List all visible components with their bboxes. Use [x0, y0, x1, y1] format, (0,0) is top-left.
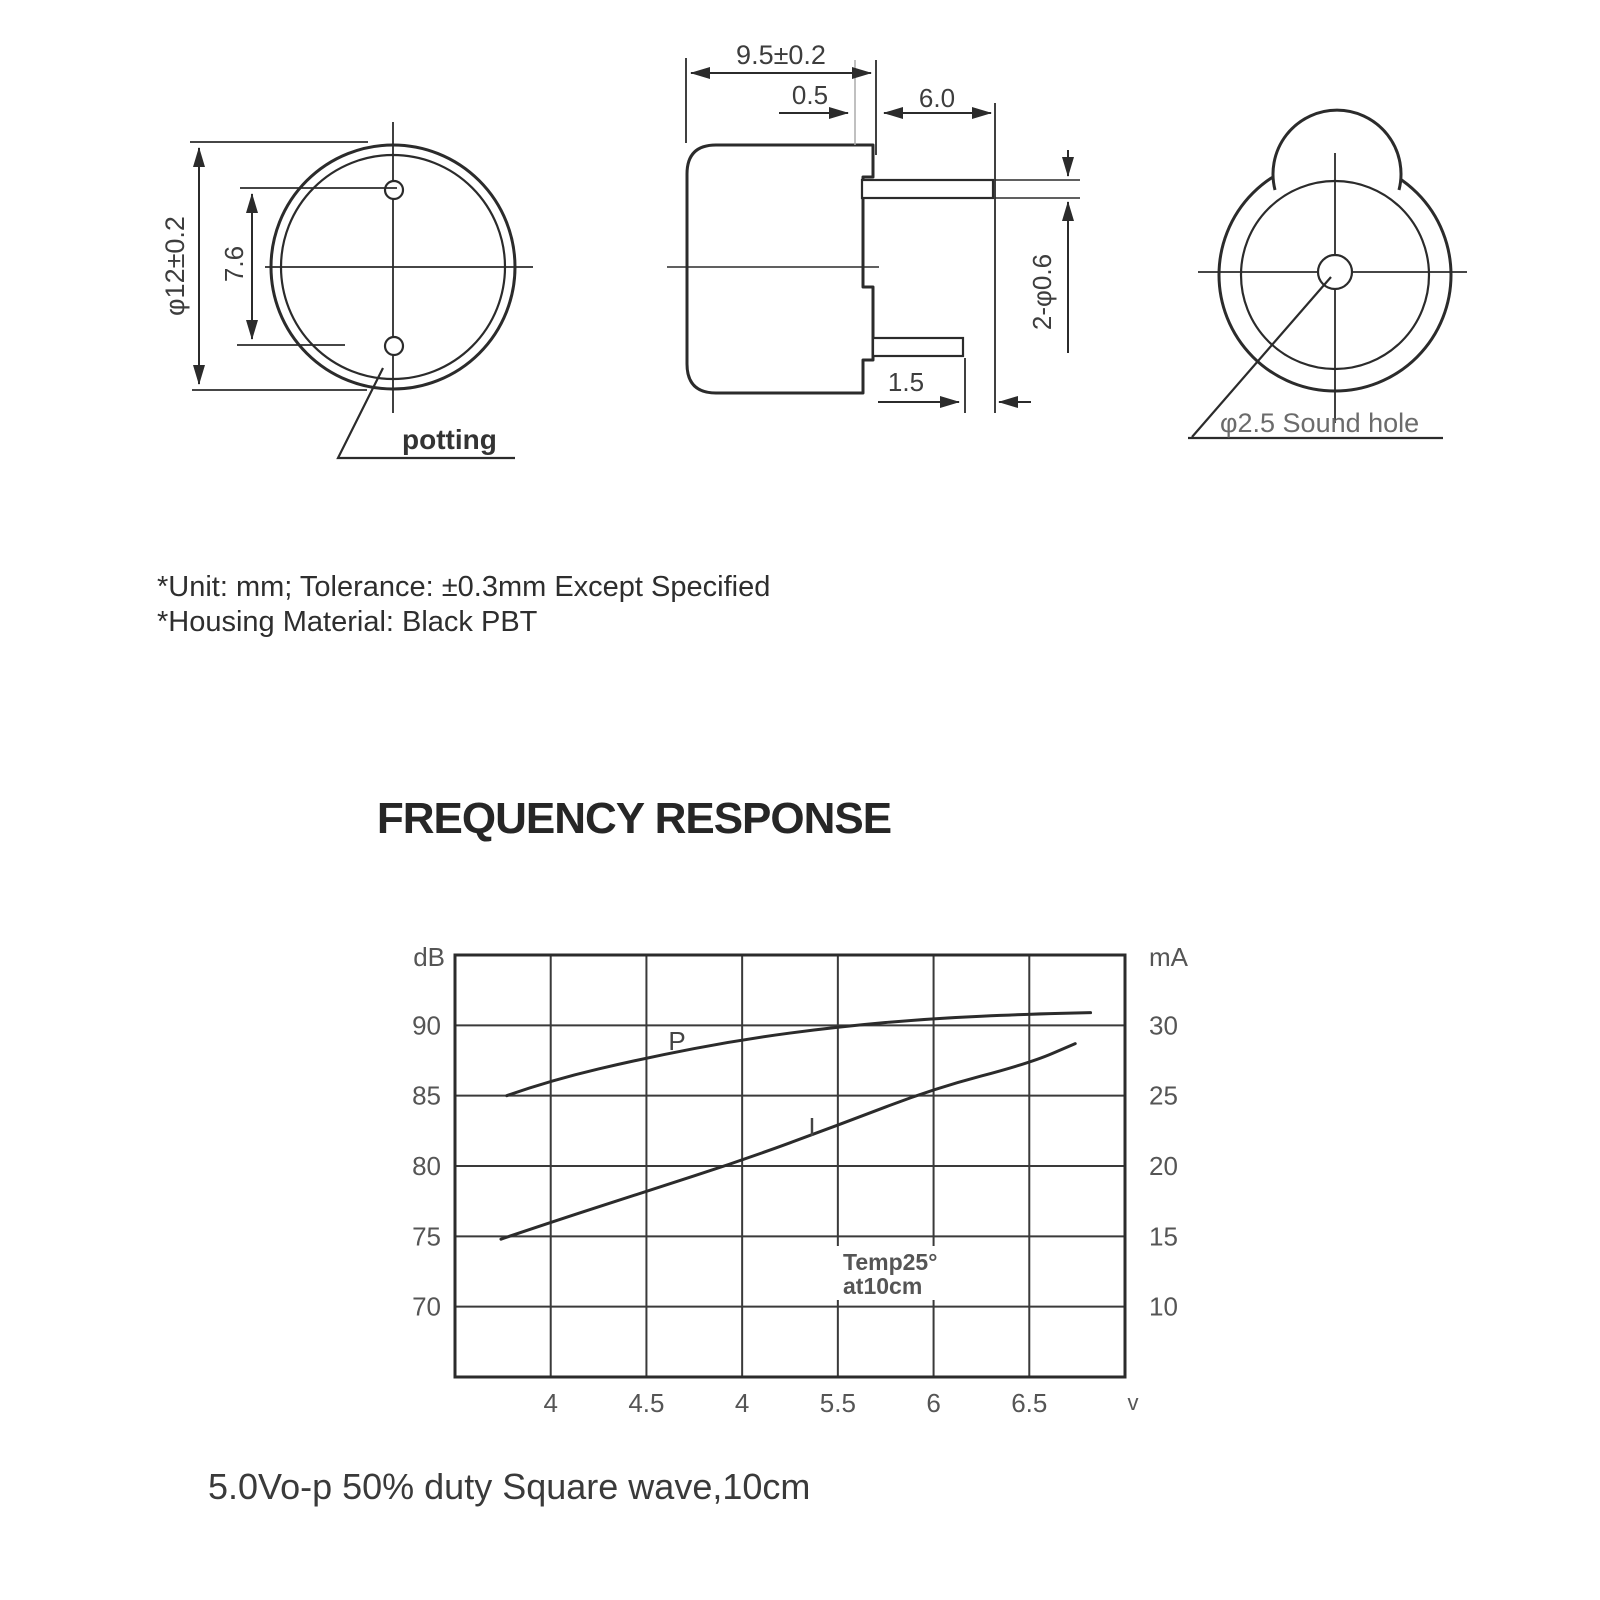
left-axis-tick-label: 70: [412, 1291, 441, 1322]
dim-body-width: 9.5±0.2: [736, 40, 826, 70]
right-axis-tick-label: 15: [1149, 1221, 1178, 1252]
footer-test-condition: 5.0Vo-p 50% duty Square wave,10cm: [208, 1466, 811, 1507]
dim-pin-spacing: 7.6: [219, 245, 249, 283]
chart-plot-area: [412, 955, 1178, 1418]
side-pin-bottom: [873, 338, 963, 356]
right-axis-tick-label: 30: [1149, 1010, 1178, 1041]
side-body-outline: [687, 145, 873, 393]
side-pin-top: [862, 180, 993, 198]
annotation-distance: at10cm: [843, 1273, 923, 1299]
side-extension-lines: [686, 58, 1080, 413]
note-housing-material: *Housing Material: Black PBT: [157, 606, 538, 638]
note-unit-tolerance: *Unit: mm; Tolerance: ±0.3mm Except Specified: [157, 571, 771, 603]
sound-hole-label: φ2.5 Sound hole: [1220, 408, 1420, 438]
sound-hole-circle: [1318, 255, 1352, 289]
side-view-drawing: [667, 58, 1080, 413]
annotation-temp: Temp25°: [843, 1249, 938, 1275]
dim-pin-length: 6.0: [918, 83, 956, 113]
front-centerlines: [265, 122, 533, 413]
dim-outer-diameter: φ12±0.2: [160, 216, 190, 316]
left-axis-tick-label: 90: [412, 1010, 441, 1041]
x-axis-tick-label: 4: [543, 1388, 558, 1418]
dim-pin-tip-offset: 1.5: [887, 367, 925, 397]
left-axis-tick-label: 80: [412, 1151, 441, 1181]
x-axis-unit-label: v: [1127, 1390, 1139, 1415]
back-view-drawing: [1188, 110, 1467, 438]
front-pin-hole-top: [385, 181, 403, 199]
series-label-i: I: [808, 1112, 816, 1142]
dim-pin-diameter: 2-φ0.6: [1027, 253, 1057, 331]
x-axis-tick-label: 4.5: [628, 1388, 665, 1418]
front-pin-hole-bottom: [385, 337, 403, 355]
right-axis-tick-label: 20: [1149, 1151, 1178, 1181]
left-axis-tick-label: 75: [412, 1221, 441, 1252]
back-top-bump: [1273, 110, 1401, 190]
front-view-drawing: [190, 122, 533, 458]
x-axis-tick-label: 4: [734, 1388, 750, 1418]
x-axis-tick-label: 6.5: [1011, 1388, 1048, 1418]
right-axis-tick-label: 25: [1149, 1080, 1178, 1111]
left-axis-tick-label: 85: [412, 1080, 441, 1111]
x-axis-tick-label: 5.5: [819, 1388, 856, 1418]
dim-top-offset: 0.5: [791, 80, 829, 110]
series-label-p: P: [668, 1026, 686, 1056]
page-title: FREQUENCY RESPONSE: [376, 794, 892, 843]
right-axis-tick-label: 10: [1149, 1291, 1178, 1322]
right-axis-unit-label: mA: [1149, 942, 1188, 972]
x-axis-tick-label: 6: [926, 1388, 941, 1418]
left-axis-unit-label: dB: [413, 942, 445, 972]
potting-label: potting: [402, 424, 497, 455]
